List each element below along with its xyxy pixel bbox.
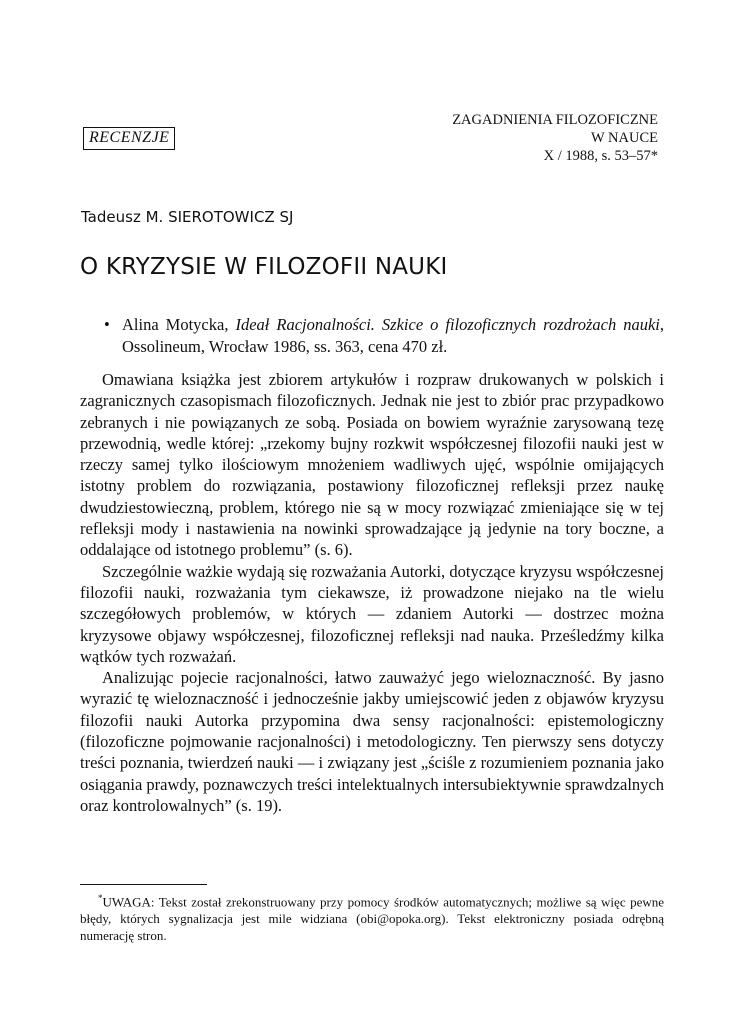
journal-subtitle: W NAUCE [591, 130, 658, 146]
article-author: Tadeusz M. SIEROTOWICZ SJ [81, 208, 294, 226]
footnote-text: UWAGA: Tekst został zrekonstruowany przy pomocy środków automatycznych; możliwe są więc pewne błędy, których sygnalizacja jest mile widziana (obi@opoka.org). Tekst elektroniczny posiada odrębną numerację stron. [80, 894, 664, 944]
journal-info [452, 111, 658, 165]
section-label: RECENZJE [83, 127, 175, 150]
footnote-divider [80, 884, 207, 885]
book-details: , Ossolineum, Wrocław 1986, ss. 363, cena 470 zł. [122, 315, 665, 356]
reviewed-book [104, 314, 664, 357]
journal-issue: X / 1988, s. 53–57* [543, 148, 658, 164]
paragraph: Omawiana książka jest zbiorem artykułów i rozpraw drukowanych w polskich i zagranicznych czasopismach filozoficznych. Jednak nie jest to zbiór prac przypadkowo zebranych i nie powiązanych ze sobą. Posiada on bowiem wyraźnie zarysowaną tezę przewodnią, wedle której: „rzekomy bujny rozkwit współczesnej filozofii nauki jest w rzeczy samej tylko ilościowym mnożeniem wadliwych ujęć, wspólnie omijających istotny problem do rozwiązania, postawiony filozoficznej refleksji przez naukę dwudziestowieczną, problem, którego nie są w mocy rozwiązać zmieniające się w tej refleksji mody i nastawienia na nowinki sprowadzające ją jedynie na tory boczne, a oddalające od istotnego problemu” (s. 6). [80, 370, 664, 560]
paragraph: Analizując pojecie racjonalności, łatwo zauważyć jego wieloznaczność. By jasno wyrazić tę wieloznaczność i jednocześnie jakby umiejscowić jeden z objawów kryzysu filozofii nauki Autorka przypomina dwa sensy racjonalności: epistemologiczny (filozoficzne pojmowanie racjonalności) i metodologiczny. Ten pierwszy sens dotyczy treści poznania, twierdzeń nauki — i związany jest „ściśle z rozumieniem poznania jako osiągania prawdy, poznawczych treści intelektualnych intersubiektywnie sprawdzalnych oraz kontrolowalnych” (s. 19). [80, 668, 665, 815]
journal-name: ZAGADNIENIA FILOZOFICZNE [452, 112, 658, 128]
footnote-marker: * [98, 893, 103, 903]
footnote [80, 890, 664, 944]
paragraph: Szczególnie ważkie wydają się rozważania Autorki, dotyczące kryzysu współczesnej filozofii nauki, rozważania tym ciekawsze, iż prowadzone niejako na tle wielu szczegółowych problemów, w których — zdaniem Autorki — dostrzec można kryzysowe objawy współczesnej, filozoficznej refleksji nad nauka. Prześledźmy kilka wątków tych rozważań. [80, 561, 664, 666]
article-title: O KRYZYSIE W FILOZOFII NAUKI [80, 254, 448, 280]
bullet-icon: • [104, 315, 110, 334]
book-author: Alina Motycka, [122, 315, 236, 334]
article-body [80, 369, 664, 816]
book-citation [122, 314, 664, 357]
book-title: Ideał Racjonalności. Szkice o filozoficznych rozdrożach nauki [235, 315, 660, 334]
